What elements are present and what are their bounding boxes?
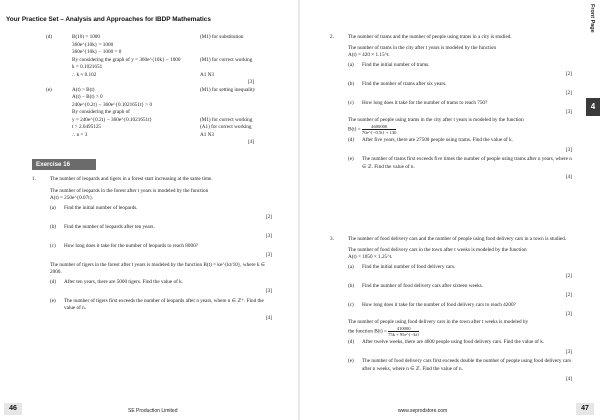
website: www.seprodstore.com [398, 408, 448, 414]
question-number: 3. [330, 236, 334, 242]
chapter-tab[interactable]: 4 [586, 98, 600, 116]
solution-d: (d) B(10) = 1000 (M1) for substitution 360e^{10k} = 1000 360e^{10k} − 1000 = 0 By considering the graph of y = 360e^{10k} − 1000 (M1) for correct working k = 0.1021651 ∴ k ≈ 0.102 A1 N3 [46, 34, 253, 78]
right-page [300, 0, 600, 420]
front-page-tab[interactable]: Front Page [589, 4, 595, 33]
solution-block [46, 34, 282, 147]
solution-e: (e) A(t) > B(t) (M1) for setting inequality A(t) − B(t) > 0 240e^{0.2t} − 360e^{0.1021651t} > 0 By considering the graph of y = 240e^{0.2t} − 360e^{0.1021651t} (M1) for correct working t > 2.0495125 (A1) for correct working ∴ n = 3 A1 N3 [46, 86, 256, 138]
formula: the function B(t) = $\frac{410000}{75k + 95e\^{}\{-kt\}}$ [348, 326, 420, 338]
question-2: 2. The number of trams and the number of people using trams in a city is studied. The number of trams in the city after t years is modeled by the function A(t) = 420 × 1.15^t. (a) Find the initial number of trams. [2] (b) Find the number of trams after six years. [2] (c) How long does it take for the number of trams to reach 750? [3] The number of people using trams in the city after t years is modeled by the function B(t) = $\frac{4600000}{70e\^{}\{-0.5t\} + 130}$ (d) After five years, there are 27500 people using trams. Find the value of k. [3] (e) The number of trams first exceeds five times the number of people using trams after n years, where n ∈ ℤ. Find the value of n. [4] [330, 34, 572, 180]
question-part: (d) After ten years, there are 5000 tigers. Find the value of k. [50, 278, 183, 285]
question-3: 3. The number of food delivery cars and the number of people using food delivery cars in a town is studied. The number of food delivery cars in the town after t weeks is modeled by the function A(t) = 1050 × 1.25^t. (a) Find the initial number of food delivery cars. [2] (b) Find the number of food delivery cars after sixteen weeks. [2] (c) How long does it take for the number of food delivery cars to reach 4200? [3] The number of people using food delivery cars in the town after t weeks is modeled by the function B(t) = $\frac{410000}{75k + 95e\^{}\{-kt\}}$ (d) After twelve weeks, there are 4600 people using food delivery cars. Find the value of k. [3] (e) The number of food delivery cars first exceeds double the number of people using food delivery cars after n weeks, where n ∈ ℤ. Find the value of n. [4] [330, 236, 572, 382]
page-number-right: 47 [576, 403, 594, 415]
formula: B(t) = $\frac{4600000}{70e\^{}\{-0.5t\} + 130}$ [348, 124, 397, 136]
question-1: 1. The number of leopards and tigers in a forest start increasing at the same time. The number of leopards in the forest after t years is modeled by the function A(t) = 250e^{0.07t}. (a) Find the initial number of leopards. [2] (b) Find the number of leopards after ten years. [3] (c) How long does it take for the number of leopards to reach 8000? [3] The number of tigers in the forest after t years is modeled by the function B(t) = ke^{kt/10}, where k ∈ 2000. (d) After ten years, there are 5000 tigers. Find the value of k. [3] (e) The number of tigers first exceeds the number of leopards after n years, where n ∈ ℤ⁺. Find the value of n. [4] [32, 176, 272, 321]
question-number: 1. [32, 176, 36, 182]
page-number-left: 46 [4, 403, 22, 415]
question-part: (b) Find the number of leopards after ten years. [50, 223, 155, 230]
exercise-label: Exercise 16 [32, 156, 96, 173]
page-header: Your Practice Set – Analysis and Approaches for IBDP Mathematics [6, 16, 211, 23]
solution-e-total: [4] [247, 139, 254, 146]
solution-d-total: [3] [247, 79, 254, 86]
question-number: 2. [330, 34, 334, 40]
question-part: (e) The number of tigers first exceeds the number of leopards after n years, where n ∈ ℤ⁺. Find the value of n. [50, 297, 264, 312]
question-part: (a) Find the initial number of leopards. [50, 204, 138, 211]
question-part: (c) How long does it take for the number of leopards to reach 8000? [50, 242, 198, 249]
left-page [0, 0, 298, 420]
publisher: SE Production Limited [128, 408, 178, 414]
